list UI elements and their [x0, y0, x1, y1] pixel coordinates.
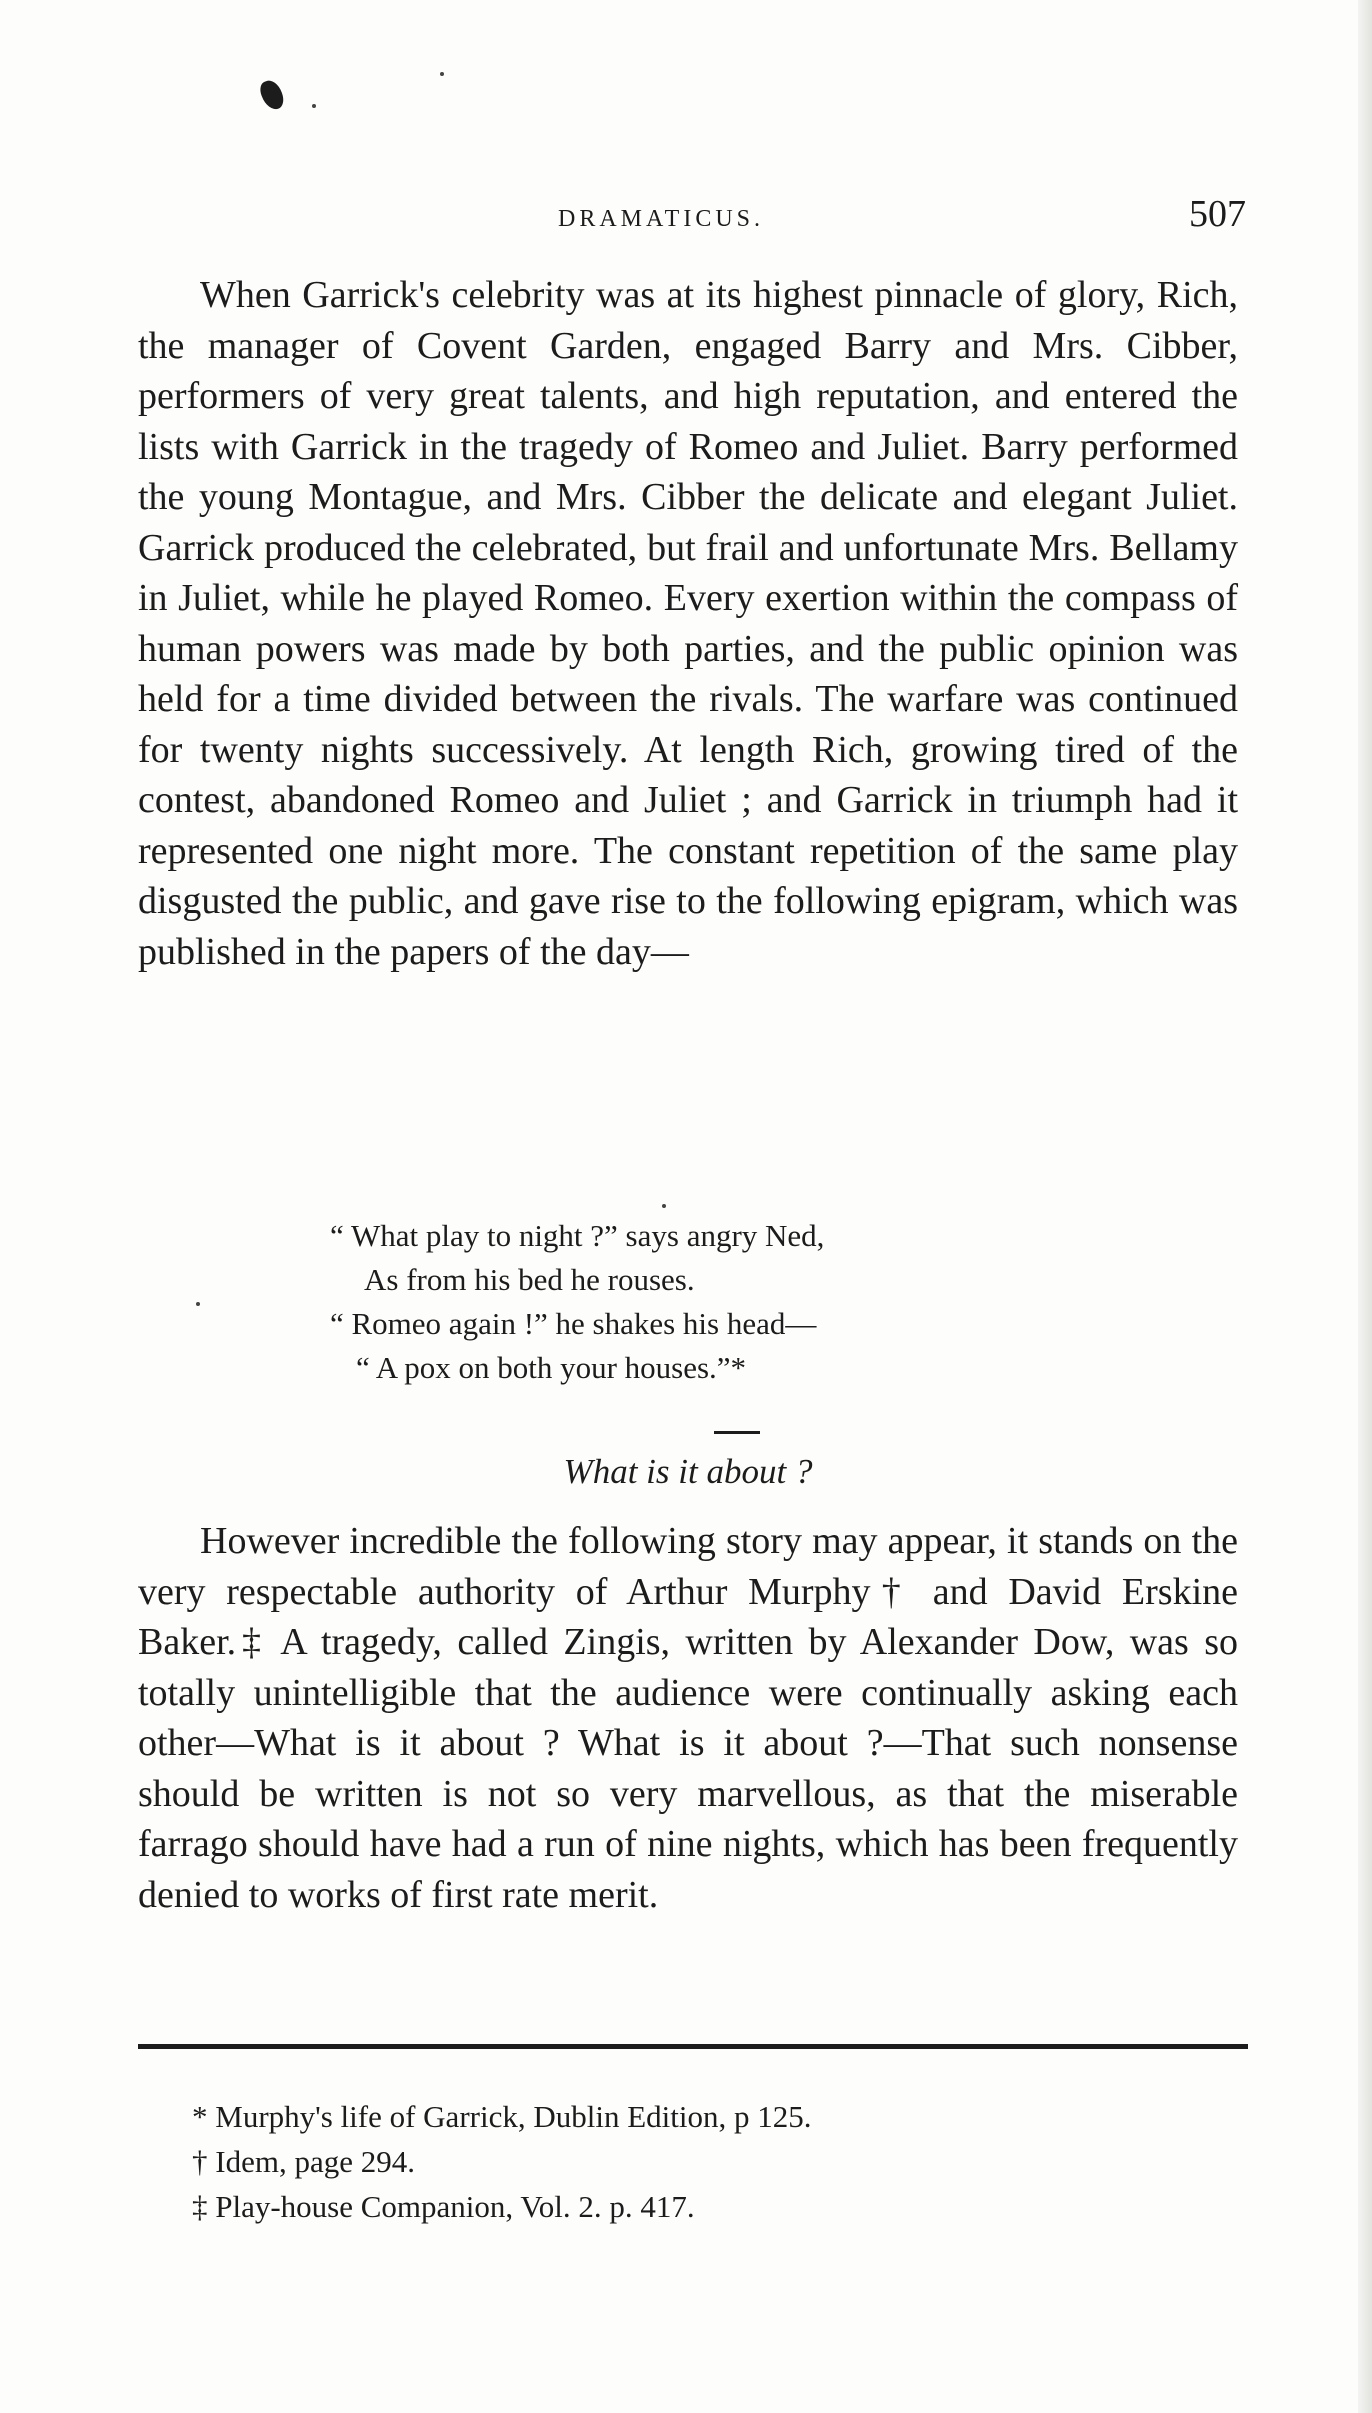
footnotes [192, 2094, 1192, 2229]
ink-speck [312, 104, 316, 108]
epigram [330, 1214, 1030, 1390]
page-number: 507 [1189, 193, 1246, 235]
paragraph: When Garrick's celebrity was at its highest pinnacle of glory, Rich, the manager of Covent Garden, engaged Barry and Mrs. Cibber, performers of very great talents, and high reputation, and entered the lists with Garrick in the tragedy of Romeo and Juliet. Barry performed the young Montague, and Mrs. Cibber the delicate and elegant Juliet. Garrick produced the celebrated, but frail and unfortunate Mrs. Bellamy in Juliet, while he played Romeo. Every exertion within the compass of human powers was made by both parties, and the public opinion was held for a time divided between the rivals. The warfare was continued for twenty nights successively. At length Rich, growing tired of the contest, abandoned Romeo and Juliet ; and Garrick in triumph had it represented one night more. The constant repetition of the same play disgusted the public, and gave rise to the following epigram, which was published in the papers of the day— [138, 274, 1238, 973]
epigram-line: “ What play to night ?” says angry Ned, [330, 1218, 825, 1253]
epigram-line: As from his bed he rouses. [364, 1262, 695, 1297]
footnote: * Murphy's life of Garrick, Dublin Edition, p 125. [192, 2099, 812, 2134]
running-head: DRAMATICUS. [558, 206, 765, 232]
page-header [138, 192, 1246, 242]
main-text [138, 270, 1238, 977]
footnote: ‡ Play-house Companion, Vol. 2. p. 417. [192, 2189, 695, 2224]
page-edge [1358, 0, 1372, 2413]
footnote: † Idem, page 294. [192, 2144, 415, 2179]
section-text [138, 1516, 1238, 1920]
paragraph: However incredible the following story may appear, it stands on the very respectable authority of Arthur Murphy† and David Erskine Baker.‡ A tragedy, called Zingis, written by Alexander Dow, was so totally unintelligible that the audience were continually asking each other—What is it about ? What is it about ?—That such nonsense should be written is not so very marvellous, as that the miserable farrago should have had a run of nine nights, which has been frequently denied to works of first rate merit. [138, 1520, 1238, 1916]
ink-blot [257, 77, 286, 112]
epigram-line: “ Romeo again !” he shakes his head— [330, 1306, 817, 1341]
ink-speck [440, 72, 444, 76]
section-divider [714, 1431, 760, 1434]
ink-speck [662, 1204, 666, 1208]
footnote-rule [138, 2044, 1248, 2049]
epigram-line: “ A pox on both your houses.”* [356, 1350, 747, 1385]
ink-speck [196, 1302, 200, 1306]
section-heading: What is it about ? [563, 1452, 813, 1491]
